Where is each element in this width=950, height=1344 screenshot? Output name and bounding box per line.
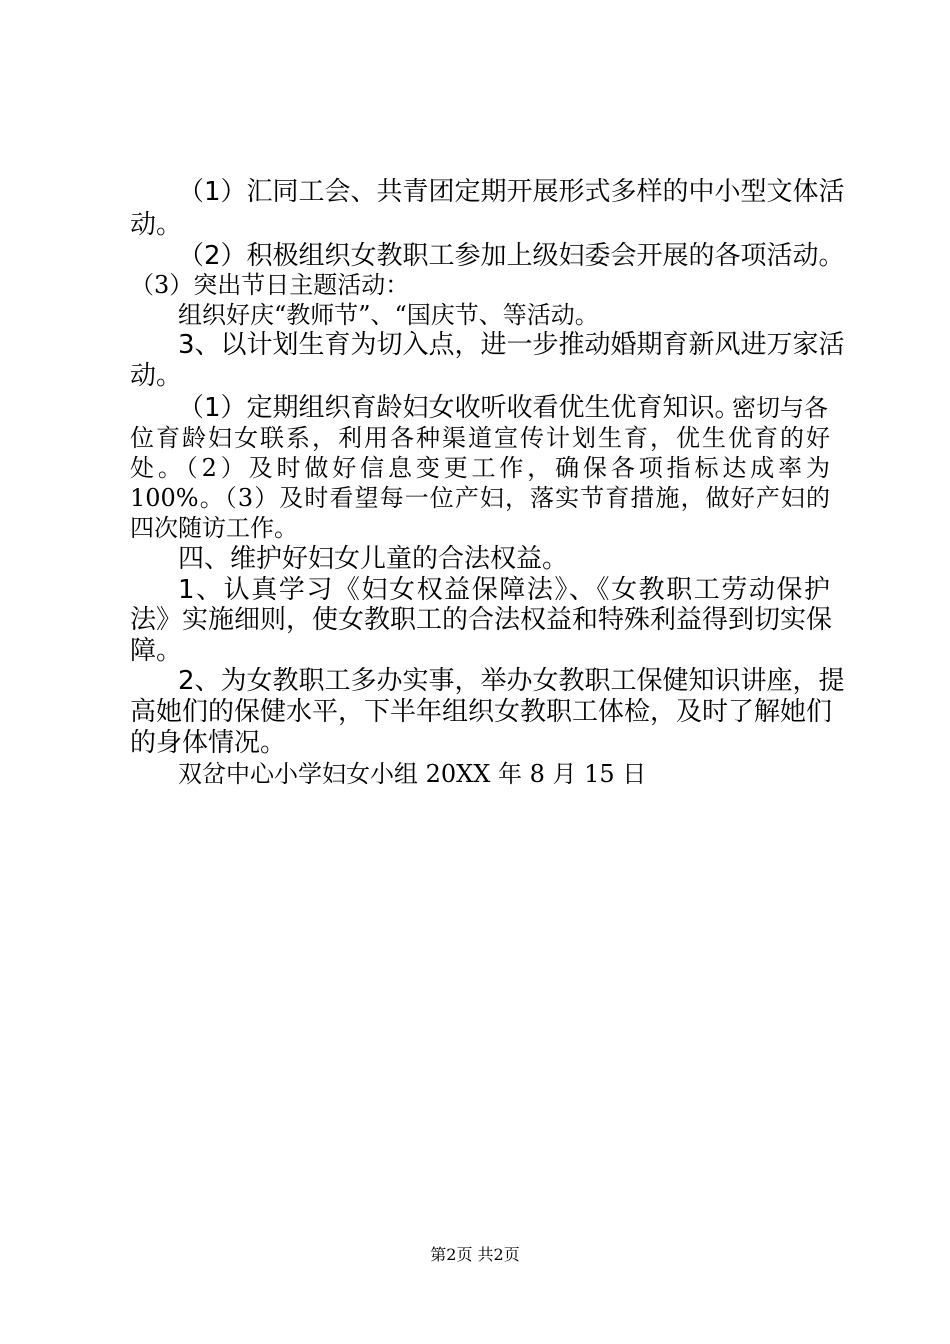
paragraph-line: 组织好庆“教师节”、“国庆节、等活动。 (178, 301, 599, 329)
paragraph-line: 动。 (130, 361, 183, 391)
paragraph-line: 1、认真学习《妇女权益保障法》、《女教职工劳动保护 (178, 575, 830, 605)
paragraph-line: 高她们的保健水平，下半年组织女教职工体检，及时了解她们 (130, 697, 833, 727)
paragraph-line: 3、以计划生育为切入点，进一步推动婚期育新风进万家活 (178, 330, 845, 360)
paragraph-line: 位育龄妇女联系，利用各种渠道宣传计划生育，优生优育的好 (130, 424, 830, 452)
paragraph-line: （3）突出节日主题活动： (130, 271, 410, 299)
paragraph-line: 动。 (130, 210, 183, 240)
paragraph-line: 的身体情况。 (130, 728, 287, 758)
paragraph-line: 处。（2）及时做好信息变更工作，确保各项指标达成率为 (130, 454, 830, 482)
paragraph-line: 法》实施细则，使女教职工的合法权益和特殊利益得到切实保 (130, 605, 833, 635)
signature-date: 双岔中心小学妇女小组 20XX 年 8 月 15 日 (178, 760, 647, 788)
paragraph-line: （1）定期组织育龄妇女收听收看优生优育知识。 (178, 393, 741, 423)
page-number-footer: 第2页 共2页 (430, 1245, 520, 1264)
paragraph-line: 100%。（3）及时看望每一位产妇，落实节育措施，做好产妇的 (130, 484, 830, 512)
section-heading: 四、维护好妇女儿童的合法权益。 (178, 544, 569, 574)
paragraph-line: 障。 (130, 636, 183, 666)
paragraph-line: （1）汇同工会、共青团定期开展形式多样的中小型文体活 (178, 177, 845, 207)
paragraph-line: 四次随访工作。 (130, 514, 298, 542)
paragraph-line: （2）积极组织女教职工参加上级妇委会开展的各项活动。 (178, 241, 845, 271)
paragraph-line: 2、为女教职工多办实事，举办女教职工保健知识讲座，提 (178, 666, 845, 696)
paragraph-line: 密切与各 (732, 394, 828, 422)
